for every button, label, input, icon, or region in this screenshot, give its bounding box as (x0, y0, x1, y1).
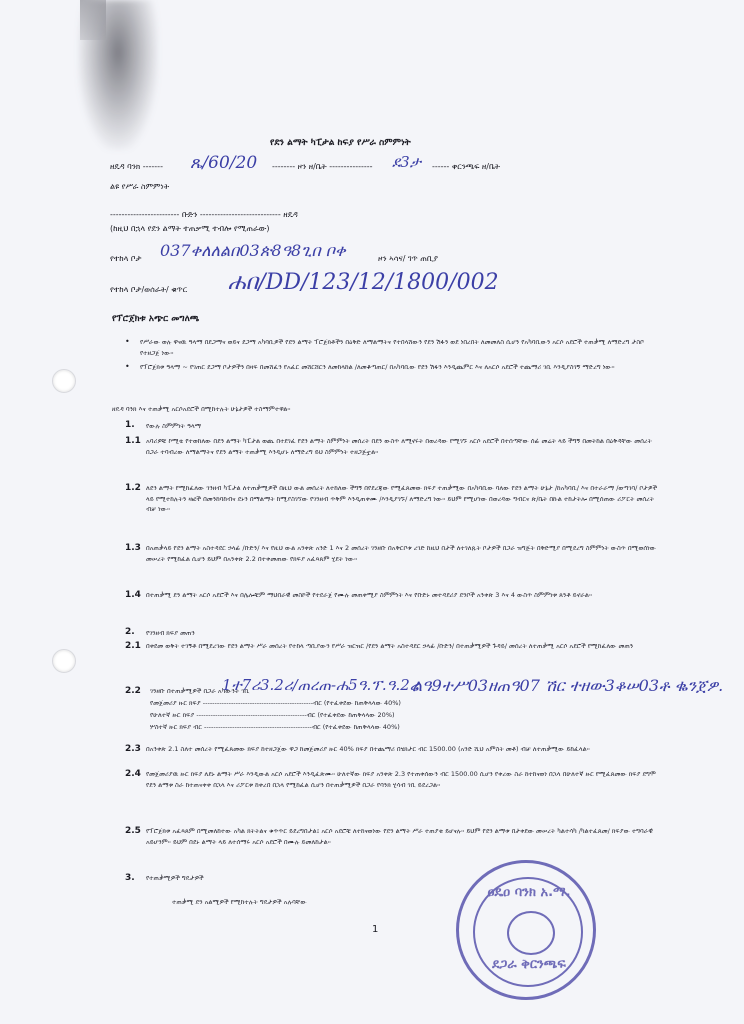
intro-text: ዘዴዳ ባንክ እና ተጠቃሚ አርሶአደሮች በሚከተሉት ሁኔታዎች ተስማምተዋል፡፡ (112, 405, 291, 413)
handwritten-branch: ጼ/60/20 (190, 153, 258, 173)
section-text: አባሪዎቹ ኮሚቴ የተወከለው በደን ልማት ካፒታል ወጪ በተደገፈ የደን ልማት ስምምነት መሰረት በደን ውስጥ ለሚኖሩት በወረዳው የሚገኙ አርሶ አደሮች በተሰጣቸው ሰፊ መሬት ላይ ችግኝ በመትከል በዕቅዳቸው መሰረት በጋራ ተባብረው ለማልማትና የደን ልማት ተጠቃሚ እንዲሆኑ ለማድረግ ይህ ስምምነት ተዘጋጅቷል። (146, 437, 652, 456)
beneficiary-note: (ከዚህ በኋላ የደን ልማት ተጠቃሚ ተብሎ የሚጠራው) (110, 224, 270, 233)
bullet-dot: • (125, 337, 130, 346)
handwritten-zone: ደ3ታ (392, 153, 421, 171)
punch-hole (52, 369, 76, 393)
site-label: የተከላ ቦታ (110, 254, 142, 263)
section-number: 1.3 (125, 543, 141, 553)
section-number: 1. (125, 420, 135, 430)
section-number: 2.3 (125, 744, 141, 754)
stamp-bottom-text: ደጋራ ቅርንጫፍ (492, 957, 566, 972)
payment-line: የመጀመሪያ ዙር ክፍያ -----------------------------------------------ብር (የተፈቀደው ከጠቅላላው 40%) (150, 699, 401, 707)
bank-stamp (456, 860, 596, 1000)
closing-text: ተጠቃሚ ደን አልሚዎች የሚከተሉት ግዴታዎች አሉባቸው (172, 898, 307, 906)
section-text: በተጠቃሚ ደን ልማት አርሶ አደሮች እና በሌሎቹም ማህበራዊ መስኮች የተደራጀ የሙሉ መጠቀሚያ ስምምነት እና የቡድኑ መተዳደሪያ ደንቦች አንቀጽ 3 እና 4 ውስጥ ስምምነቱ ጸንቶ ይኖራል። (146, 591, 593, 599)
section-number: 1.2 (125, 483, 141, 493)
payment-line: የሁለተኛ ዙር ክፍያ -----------------------------------------------ብር (የተፈቀደው ከጠቅላላው 20%) (150, 711, 395, 719)
punch-hole (52, 649, 76, 673)
stamp-top-text: ዐዴዐ ባንክ አ.ማ. (487, 885, 571, 900)
bullet-text: የሥራው ወሉ ዋናዉ ዓላማ በደጋማና ወይና ደጋማ አካባቢዎች የደን ልማት ፕሮጀክቶችን በዕቅድ ለማልማትና የተበላሸውን የደን ሽፋን ወደ ነበረበት ለመመለስ ሲሆን የአካባቢውን አርሶ አደሮች ተጠቃሚ ለማድረግ ታስቦ የተዘጋጀ ነው። (140, 338, 644, 357)
section-text: በቀደመ ወቅት ተገኝቶ በሚደረገው የደን ልማት ሥራ መሰረት የተከላ ጣቢያውን የሥራ ዝርዝር /የደን ልማት አስተዳደር ኃላፊ /ቡድን/ በተጠቃሚዎች ጉዳይ/ መሰረት ለተጠቃሚ አርሶ አደሮች የሚከፈለው መጠን (146, 642, 634, 650)
bank-label: ዘዴዳ ባንክ ------- (110, 162, 163, 171)
handwritten-site: 037ቀለለልበ03ጵ8ዓ8ጊበ ቦቀ (160, 241, 346, 260)
agreement-label: ልዩ የሥራ ስምምነት (110, 182, 170, 191)
site-district: ዞን ኣሳና/ ገጥ ጠቢያ (378, 254, 439, 263)
stamp-emblem-icon (507, 911, 555, 955)
section-heading: የተጠቃሚዎች ግዴታዎች (146, 874, 204, 882)
site-number-label: የተከላ ቦታ/ወሰራት/ ቁጥር (110, 285, 188, 294)
handwritten-site-number: ሐበ/DD/123/12/1800/002 (228, 270, 499, 295)
section-text: ለደን ልማት የሚከፈለው ገንዘብ ካፒታል ለተጠቃሚዎች በዚህ ውል መሰረት ለተከለው ችግኝ በየደረጃው የሚፈጸመው ክፍያ ተጠቃሚው በአካባቢው ባለው የደን ልማት ሁኔታ /ከአካባቢ/ እና በተራራማ /ወጣገባ/ ቦታዎች ላይ የሚተከሉትን ዛፎች በመንከባከብና ደኑን በማልማት ከሚያስገኘው የገንዘብ ጥቅም እንዲጠቀሙ /እንዲያገኙ/ ለማድረግ ነው፡፡ ይህም የሚሆነው በወረዳው ግብርና ጽ/ቤት በኩል ተከታትሎ በሚሰጠው ሪፖርት መሰረት ብቻ ነው። (146, 484, 658, 513)
section-number: 2.5 (125, 826, 141, 836)
handwritten-note: ልዓ9ተሥ03ዘጠዓ07 ሽር ተዘው3ቆሠ03ቶ ቈንጀዎ. (412, 676, 724, 695)
group-line: ------------------------ ቡድን ---------------------------- ዘዴዳ (110, 210, 298, 219)
section-number: 3. (125, 873, 135, 883)
section-text: የፕሮጀክቱ አፈጻጸም በሚመለከተው አካል ክትትልና ቁጥጥር ይደረግበታል፤ አርሶ አደሮቹ ለተከናወነው የደን ልማት ሥራ ተጠያቂ ይሆናሉ፡፡ ይህም የደን ልማቱ በታቀደው መሠረት ካልተሳካ /ካልተፈጸመ/ ክፍያው ተግባራዊ አይሆንም፡፡ ይህም በደኑ ልማት ላይ ለተሰማሩ አርሶ አደሮች በሙሉ ይመለከታል። (146, 827, 653, 846)
section-number: 2.4 (125, 769, 141, 779)
bullet-dot: • (125, 362, 130, 371)
section-heading: የውሉ ስምምነት ዓላማ (146, 422, 201, 430)
scan-shadow (80, 0, 106, 40)
section-text: ገንዘቡ በተጠቃሚዎች በጋራ አካውንት ገቢ (150, 687, 250, 695)
section-number: 1.1 (125, 436, 141, 446)
document-title: የደን ልማት ካፒታል ከፍያ የሥራ ስምምነት (270, 138, 411, 148)
zone-label: -------- ዞን ዘ/ቤት --------------- (272, 162, 373, 171)
section-number: 1.4 (125, 590, 141, 600)
section-text: የመጀመሪያዉ ዙር ክፍያ ለደኑ ልማት ሥራ እንዲውል አርሶ አደሮች እንዲፈጽሙ፡፡ ሁለተኛው ክፍያ አንቀጽ 2.3 የተጠቀሰውን ብር 1500.00 ሲሆን የቀረው ስራ ከተከናወነ በኋላ በሁለተኛ ዙር የሚፈጸመው ክፍያ ደግሞ የደን ልማቱ ስራ ከተጠናቀቀ በኋላ እና ሪፖርቱ ከቀረበ በኋላ የሚከፈል ሲሆን በተጠቃሚዎች በጋራ የባንክ ሂሳብ ገቢ ይደረጋል። (146, 770, 656, 789)
section-number: 2. (125, 627, 135, 637)
bullet-text: የፕሮጀክቱ ዓላማ ~ የገጠር ደጋማ ቦታዎችን በዛፍ በመሸፈን የአፈር መሸርሸርን ለመከላከል /ለመቆጣጠር/ በአካባቢው የደን ሽፋን እንዲጨምር እና ለአርሶ አደሮች ተጨማሪ ገቢ እንዲያስገኝ ማድረግ ነው። (140, 363, 615, 371)
branch-office-label: ------ ቀርንጫፍ ዘ/ቤት (432, 162, 500, 171)
page-number: 1 (372, 924, 379, 935)
section-number: 2.2 (125, 686, 141, 696)
payment-line: ሦስተኛ ዙር ክፍያ ብር ----------------------------------------------ብር (የተፈቀደው ከጠቅላላው 40%) (150, 723, 400, 731)
section-title: የፕሮጀክቱ አጭር መግለጫ (112, 314, 200, 324)
section-text: በአንቀጽ 2.1 ስለተ መሰረት የሚፈጸመው ክፍያ ከተዘጋጀው ዋጋ ከመጀመሪያ ዙር 40% ክፍያ በተጨማሪ በሄክታር ብር 1500.00 (አንድ ሺህ አምስት መቶ) ብቻ ለተጠቃሚው ይከፈላል። (146, 745, 590, 753)
section-text: በአጠቃላይ የደን ልማት አስተዳደር ኃላፊ /ቡድን/ እና የዚህ ውል አንቀጽ አንድ 1 እና 2 መሰረት ገንዘቡ በአቅርቦቱ ረገድ ከዚህ በታች ለተገለጹት ቦታዎች በጋራ ዝግጅት በቅድሚያ በሚደረግ ስምምነት ውስጥ በሚወሰነው መሠረት የሚከፈል ሲሆን ይህም በአንቀጽ 2.2 በተቀመጠው የክፍያ አፈጻጸም ሂደት ነው። (146, 544, 656, 563)
section-heading: የገንዘብ ክፍያ መጠን (146, 629, 195, 637)
handwritten-account: 1ተ7ሪ3.2ሪ/ጠረጠ-ሐ5ዓ.ፕ.ዓ.2ሪ (222, 676, 419, 694)
section-number: 2.1 (125, 641, 141, 651)
